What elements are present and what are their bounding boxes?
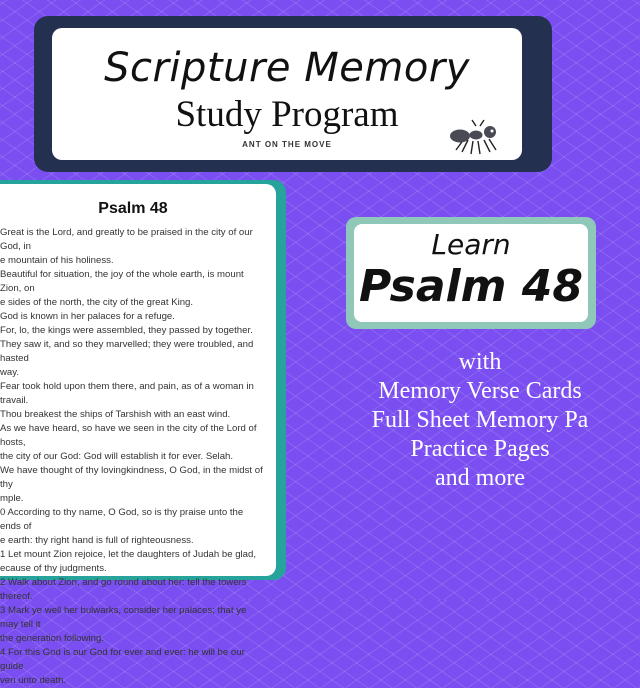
learn-subject: Psalm 48 (358, 261, 584, 312)
learn-label: Learn (431, 228, 511, 261)
verse-line: ecause of thy judgments. (0, 563, 107, 574)
feature-item: Memory Verse Cards (378, 378, 582, 404)
verse-line: Great is the Lord, and greatly to be praised in the city of our God, in (0, 227, 253, 252)
verse-line: e mountain of his holiness. (0, 255, 114, 266)
verse-line: We have thought of thy lovingkindness, O God, in the midst of thy (0, 465, 263, 490)
ant-icon (446, 120, 512, 160)
title-line-2: Study Program (175, 94, 399, 135)
learn-card (354, 224, 588, 322)
verse-line: way. (0, 367, 20, 378)
passage-frame (0, 180, 286, 686)
verse-line: Beautiful for situation, the joy of the whole earth, is mount Zion, on (0, 269, 244, 294)
verse-line: ven unto death. (0, 675, 67, 686)
title-line-1: Scripture Memory (104, 45, 470, 91)
verse-line: 3 Mark ye well her bulwarks, consider her palaces; that ye may tell it (0, 605, 247, 630)
title-card (52, 28, 522, 160)
verse-line: the generation following. (0, 633, 105, 644)
verse-line: Thou breakest the ships of Tarshish with an east wind. (0, 409, 231, 420)
brand-name: ANT ON THE MOVE (242, 140, 332, 149)
feature-item: and more (435, 465, 525, 491)
learn-frame (346, 217, 596, 329)
verse-line: e sides of the north, the city of the great King. (0, 297, 194, 308)
verse-line: God is known in her palaces for a refuge. (0, 311, 175, 322)
verse-line: the city of our God: God will establish it for ever. Selah. (0, 451, 234, 462)
verse-line: For, lo, the kings were assembled, they passed by together. (0, 325, 253, 336)
verse-list (0, 226, 276, 688)
verse-line: 2 Walk about Zion, and go round about her: tell the towers thereof. (0, 577, 247, 602)
verse-line: They saw it, and so they marvelled; they were troubled, and hasted (0, 339, 254, 364)
verse-line: mple. (0, 493, 24, 504)
passage-title: Psalm 48 (98, 200, 168, 217)
verse-line: As we have heard, so have we seen in the city of the Lord of hosts, (0, 423, 257, 448)
passage-card (0, 184, 276, 686)
feature-item: Full Sheet Memory Pa (371, 407, 589, 433)
verse-line: 4 For this God is our God for ever and ever: he will be our guide (0, 647, 245, 672)
verse-line: 1 Let mount Zion rejoice, let the daughters of Judah be glad, (0, 549, 257, 560)
feature-intro: with (458, 349, 502, 375)
feature-item: Practice Pages (410, 436, 550, 462)
verse-line: Fear took hold upon them there, and pain, as of a woman in travail. (0, 381, 254, 406)
title-banner (34, 16, 552, 172)
feature-list (320, 348, 640, 493)
verse-line: e earth: thy right hand is full of righteousness. (0, 535, 194, 546)
verse-line: 0 According to thy name, O God, so is thy praise unto the ends of (0, 507, 244, 532)
